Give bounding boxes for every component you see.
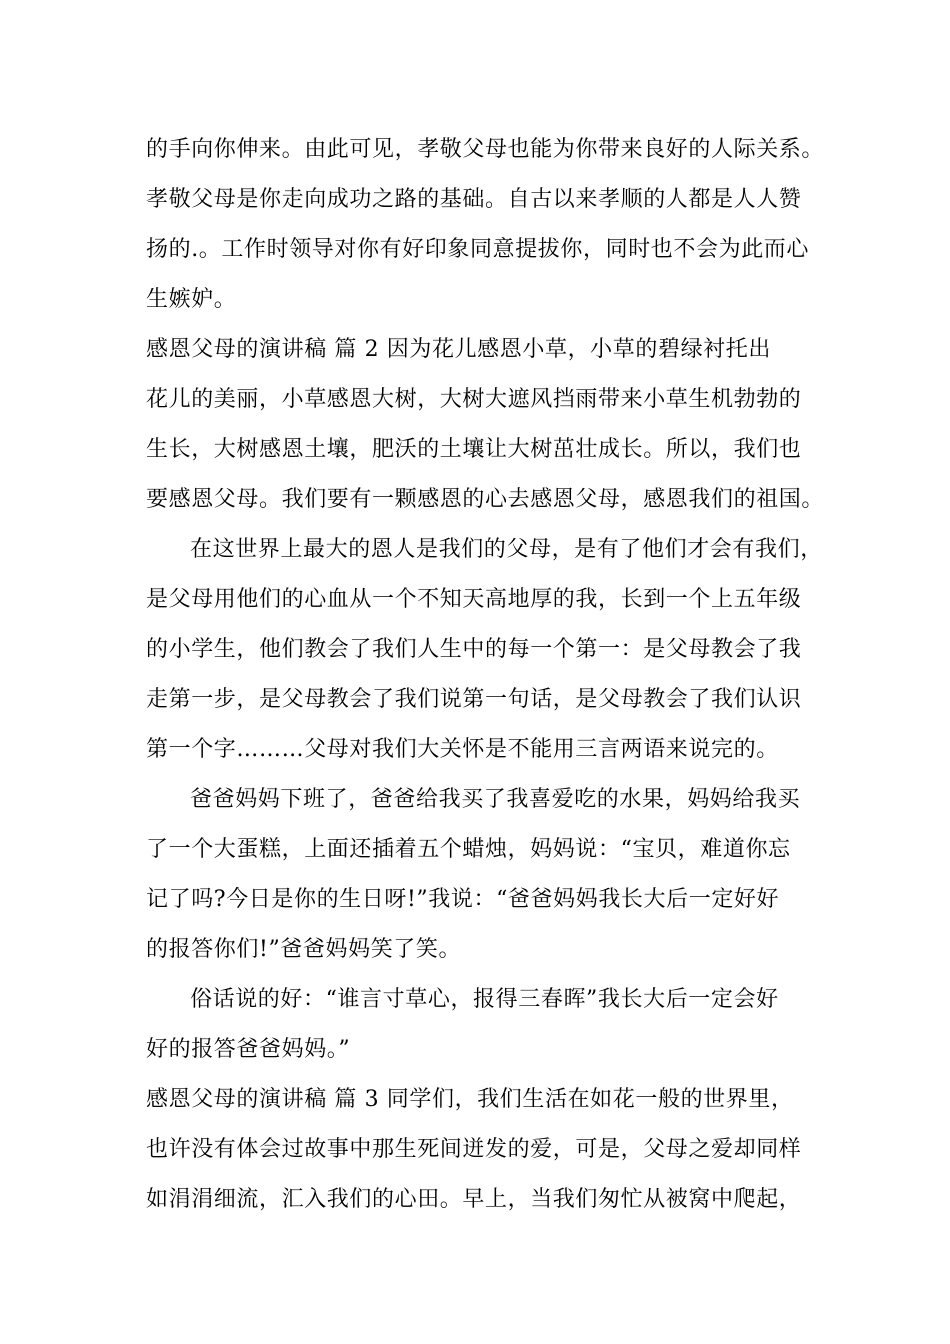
text-line: 记了吗?今日是你的生日呀!”我说：“爸爸妈妈我长大后一定好好 [146, 887, 780, 912]
text-line: 要感恩父母。我们要有一颗感恩的心去感恩父母，感恩我们的祖国。 [146, 487, 825, 512]
text-line: 了一个大蛋糕，上面还插着五个蜡烛，妈妈说：“宝贝，难道你忘 [146, 837, 791, 862]
text-line: 生嫉妒。 [146, 287, 237, 312]
paragraph-first-line: 在这世界上最大的恩人是我们的父母，是有了他们才会有我们， [190, 537, 823, 562]
text-line: 走第一步，是父母教会了我们说第一句话，是父母教会了我们认识 [146, 687, 802, 712]
text-line: 的手向你伸来。由此可见，孝敬父母也能为你带来良好的人际关系。 [146, 137, 825, 162]
text-line: 的小学生，他们教会了我们人生中的每一个第一：是父母教会了我 [146, 637, 802, 662]
text-line: 如涓涓细流，汇入我们的心田。早上，当我们匆忙从被窝中爬起， [146, 1187, 802, 1212]
text-line: 的报答你们!”爸爸妈妈笑了笑。 [146, 937, 462, 962]
text-line: 好的报答爸爸妈妈。” [146, 1037, 351, 1062]
text-line: 扬的.。工作时领导对你有好印象同意提拔你，同时也不会为此而心 [146, 237, 809, 262]
text-line: 第一个字………父母对我们大关怀是不能用三言两语来说完的。 [146, 737, 779, 762]
text-line: 是父母用他们的心血从一个不知天高地厚的我，长到一个上五年级 [146, 587, 802, 612]
text-line: 花儿的美丽，小草感恩大树，大树大遮风挡雨带来小草生机勃勃的 [146, 387, 802, 412]
paragraph-first-line: 俗话说的好：“谁言寸草心，报得三春晖”我长大后一定会好 [190, 987, 779, 1012]
text-line: 也许没有体会过故事中那生死间迸发的爱，可是，父母之爱却同样 [146, 1137, 802, 1162]
section-heading-line: 感恩父母的演讲稿 篇 2 因为花儿感恩小草，小草的碧绿衬托出 [146, 337, 771, 362]
text-line: 生长，大树感恩土壤，肥沃的土壤让大树茁壮成长。所以，我们也 [146, 437, 802, 462]
section-heading-line: 感恩父母的演讲稿 篇 3 同学们，我们生活在如花一般的世界里， [146, 1087, 794, 1112]
text-line: 孝敬父母是你走向成功之路的基础。自古以来孝顺的人都是人人赞 [146, 187, 802, 212]
paragraph-first-line: 爸爸妈妈下班了，爸爸给我买了我喜爱吃的水果，妈妈给我买 [190, 787, 801, 812]
